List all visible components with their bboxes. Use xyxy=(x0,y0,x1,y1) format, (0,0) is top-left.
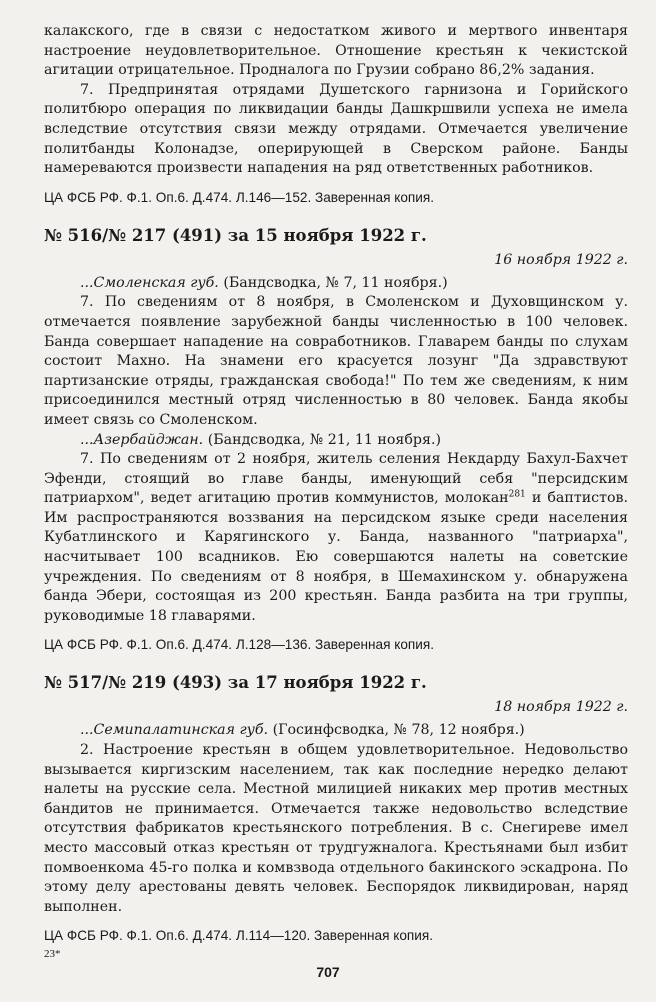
region-reference: (Бандсводка, № 7, 11 ноября.) xyxy=(218,274,448,291)
region-smolensk xyxy=(44,274,628,294)
archive-source-517: ЦА ФСБ РФ. Ф.1. Оп.6. Д.474. Л.114—120. Заверенная копия. xyxy=(44,928,434,944)
intro-item-7: 7. Предпринятая отрядами Душетского гарнизона и Горийского политбюро операция по ликвидации банды Дашкршвили успеха не имела вследствие отсутствия связи между отрядами. Отмечается увеличение политбанды Колонадзе, оперирующей в Сверском районе. Банды намереваются произвести нападения на ряд ответственных работников. xyxy=(44,81,628,177)
region-name: ...Смоленская губ. xyxy=(80,274,219,291)
archive-source-intro: ЦА ФСБ РФ. Ф.1. Оп.6. Д.474. Л.146—152. Заверенная копия. xyxy=(44,189,435,205)
smolensk-report: 7. По сведениям от 8 ноября, в Смоленском и Духовщинском у. отмечается появление зарубежной банды численностью в 100 человек. Банда совершает нападение на совработников. Главарем банды по слухам состоит Махно. На знамени его красуется лозунг "Да здравствуют партизанские отряды, гражданская свобода!" По тем же сведениям, к ним присоединился местный отряд численностью в 80 человек. Банда якобы имеет связь со Смоленском. xyxy=(44,294,628,428)
region-name: ...Азербайджан. xyxy=(80,431,204,448)
region-azerbaijan xyxy=(44,431,628,451)
region-name: ...Семипалатинская губ. xyxy=(80,722,269,739)
report-text-part: 7. По сведениям от 2 ноября, житель селения Некдарду Бахул-Бахчет Эфенди, стоящий во главе банды, именующий себя "персидским патриархом", ведет агитацию против коммунистов, молокан xyxy=(44,451,628,507)
document-516-date: 16 ноября 1922 г. xyxy=(494,251,628,268)
page-number: 707 xyxy=(316,964,340,980)
document-517-heading: № 517/№ 219 (493) за 17 ноября 1922 г. xyxy=(44,673,427,693)
document-516-heading: № 516/№ 217 (491) за 15 ноября 1922 г. xyxy=(44,225,427,245)
azerbaijan-report xyxy=(44,450,628,626)
semipalatinsk-report: 2. Настроение крестьян в общем удовлетворительное. Недовольство вызывается киргизским населением, так как последние нередко делают налеты на русские села. Местной милицией никаких мер против местных бандитов не принимается. Отмечается также недовольство вследствие отсутствия фабрикатов крестьянского потребления. В с. Снегиреве имел место массовый отказ крестьян от трудгужналога. Крестьянами был избит помвоенкома 45-го полка и комвзвода отдельного бакинского эскадрона. По этому делу арестованы девять человек. Беспорядок ликвидирован, наряд выполнен. xyxy=(44,742,628,915)
region-reference: (Бандсводка, № 21, 11 ноября.) xyxy=(203,431,442,448)
document-517-date: 18 ноября 1922 г. xyxy=(494,699,628,716)
region-semipalatinsk xyxy=(44,721,628,741)
report-text-part: и баптистов. Им распространяются воззвания на персидском языке среди населения Кубатлинского и Карягинского у. Банда, названного "патриарха", насчитывает 100 всадников. Ею совершаются налеты на советские учреждения. По сведениям от 8 ноября, в Шемахинском у. обнаружена банда Эбери, состоящая из 200 крестьян. Банда разбита на три группы, руководимые 18 главарями. xyxy=(44,490,628,624)
signature-mark: 23* xyxy=(44,948,61,960)
archive-source-516: ЦА ФСБ РФ. Ф.1. Оп.6. Д.474. Л.128—136. Заверенная копия. xyxy=(44,637,435,653)
intro-paragraph: калакского, где в связи с недостатком живого и мертвого инвентаря настроение неудовлетворительное. Отношение крестьян к чекистской агитации отрицательное. Продналога по Грузии собрано 86,2% задания. xyxy=(44,23,628,79)
footnote-ref-281: 281 xyxy=(508,489,526,500)
region-reference: (Госинфсводка, № 78, 12 ноября.) xyxy=(268,722,525,739)
